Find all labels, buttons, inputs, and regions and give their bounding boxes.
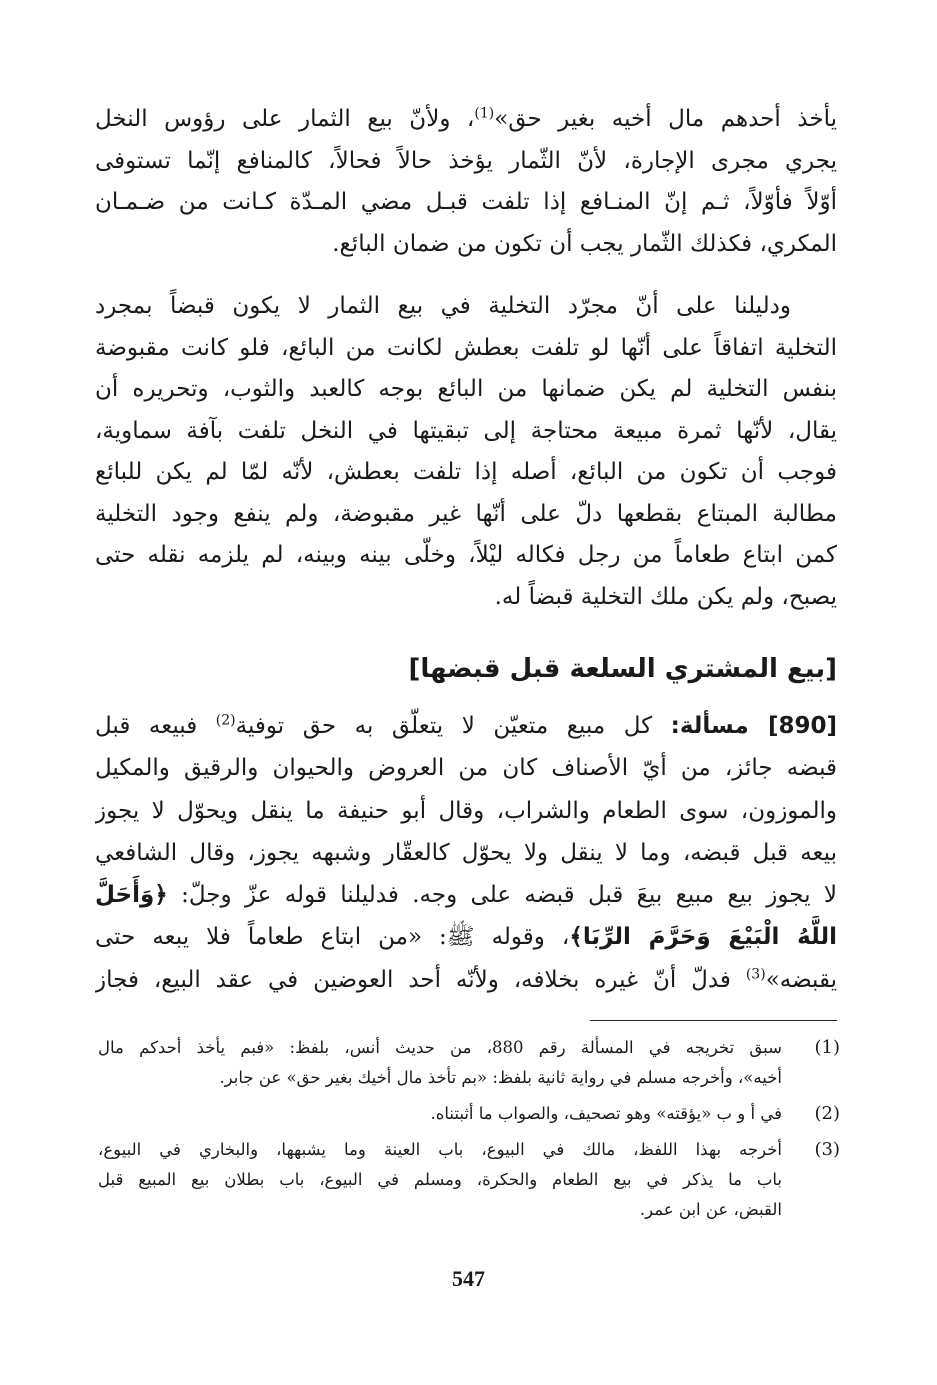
paragraph-3-line-7: يقبضه»$^{(3)}$ فدلّ أنّ غيره بخلافه، ولأنّه أحد العوضين في عقد البيع، فجاز: [95, 966, 837, 993]
footnote-number: (2): [814, 1103, 840, 1124]
footnote-separator: [590, 1020, 837, 1021]
paragraph-3-line-1: [890] مسألة: كل مبيع متعيّن لا يتعلّق به حق توفية$^{(2)}$ فبيعه قبل: [95, 712, 837, 739]
quran-verse-part-2: اللَّهُ الْبَيْعَ وَحَرَّمَ الرِّبَا﴾: [569, 924, 837, 951]
footnote-3: [98, 1135, 840, 1225]
paragraph-1: [95, 99, 837, 265]
paragraph-2-line-3: بنفس التخلية لم يكن ضمانها من البائع بوجه كالعبد والثوب، وتحريره أن: [95, 376, 837, 402]
footnote-3-line-3: القبض، عن ابن عمر.: [639, 1200, 782, 1219]
footnote-1-line-2: أخيه»، وأخرجه مسلم في رواية ثانية بلفظ: «بم تأخذ مال أخيك بغير حق» عن جابر.: [219, 1068, 782, 1087]
page-number: 547: [452, 1266, 485, 1291]
footnotes: [98, 1033, 840, 1231]
footnote-2: [98, 1099, 840, 1129]
paragraph-2-line-6: مطالبة المبتاع بقطعها دلّ على أنّها غير مقبوضة، ولم ينفع وجود التخلية: [95, 500, 837, 527]
paragraph-3-line-6: اللَّهُ الْبَيْعَ وَحَرَّمَ الرِّبَا﴾، وقوله ﷺ: «من ابتاع طعاماً فلا يبعه حتى: [95, 924, 837, 951]
paragraph-2: [95, 286, 837, 618]
footnote-ref-2[interactable]: (2): [215, 712, 236, 729]
quran-verse-part-1: ﴿وَأَحَلَّ: [95, 882, 168, 909]
footnote-3-line-1: أخرجه بهذا اللفظ، مالك في البيوع، باب العينة وما يشبهها، والبخاري في البيوع،: [98, 1140, 782, 1159]
section-heading: [بيع المشتري السلعة قبل قبضها]: [408, 654, 837, 684]
paragraph-2-line-8: يصبح، ولم يكن ملك التخلية قبضاً له.: [494, 583, 837, 610]
footnote-number: (1): [814, 1037, 840, 1058]
footnote-2-line-1: في أ و ب «يؤقته» وهو تصحيف، والصواب ما أثبتناه.: [430, 1104, 782, 1123]
issue-label: [890] مسألة:: [670, 713, 837, 739]
paragraph-3-line-2: قبضه جائز، من أيّ الأصناف كان من العروض والحيوان والرقيق والمكيل: [95, 755, 837, 782]
footnote-1: [98, 1033, 840, 1093]
footnote-number: (3): [814, 1139, 840, 1160]
paragraph-2-line-5: فوجب أن تكون من البائع، أصله إذا تلفت بعطش، لأنّه لمّا لم يكن للبائع: [95, 459, 837, 485]
footnote-ref-1[interactable]: (1): [474, 105, 495, 122]
paragraph-2-line-4: يقال، لأنّها ثمرة مبيعة محتاجة إلى تبقيتها في النخل تلفت بآفة سماوية،: [95, 417, 837, 444]
paragraph-2-line-1: ودليلنا على أنّ مجرّد التخلية في بيع الثمار لا يكون قبضاً بمجرد: [95, 293, 791, 319]
paragraph-1-line-2: يجري مجرى الإجارة، لأنّ الثّمار يؤخذ حالاً فحالاً، كالمنافع إنّما تستوفى: [95, 147, 837, 174]
footnote-1-line-1: سبق تخريجه في المسألة رقم 880، من حديث أنس، بلفظ: «فبم يأخذ أحدكم مال: [98, 1038, 782, 1057]
paragraph-3: [95, 705, 837, 1001]
paragraph-2-line-7: كمن ابتاع طعاماً من رجل فكاله ليْلاً، وخلّى بينه وبينه، لم يلزمه نقله حتى: [95, 542, 837, 568]
paragraph-2-line-2: التخلية اتفاقاً على أنّها لو تلفت بعطش لكانت من البائع، فلو كانت مقبوضة: [95, 334, 837, 361]
footnote-3-line-2: باب ما يذكر في بيع الطعام والحكرة، ومسلم في البيوع، باب بطلان بيع المبيع قبل: [98, 1170, 782, 1189]
paragraph-1-line-4: المكري، فكذلك الثّمار يجب أن تكون من ضمان البائع.: [332, 230, 837, 257]
paragraph-3-line-5: لا يجوز بيع مبيع بيعَ قبل قبضه على وجه. فدليلنا قوله عزّ وجلّ: ﴿وَأَحَلَّ: [95, 882, 837, 909]
paragraph-1-line-3: أوّلاً فأوّلاً، ثـم إنّ المنـافع إذا تلفت قبـل مضي المـدّة كـانت من ضـمـان: [95, 189, 837, 215]
paragraph-3-line-4: بيعه قبل قبضه، وما لا ينقل ولا يحوّل كالعقّار وشبهه يجوز، وقال الشافعي: [95, 839, 837, 866]
paragraph-1-line-1: يأخذ أحدهم مال أخيه بغير حق»$^{(1)}$، ولأنّ بيع الثمار على رؤوس النخل: [95, 105, 837, 132]
footnote-ref-3[interactable]: (3): [745, 966, 766, 983]
paragraph-3-line-3: والموزون، سوى الطعام والشراب، وقال أبو حنيفة ما ينقل ويحوّل لا يجوز: [95, 797, 837, 824]
